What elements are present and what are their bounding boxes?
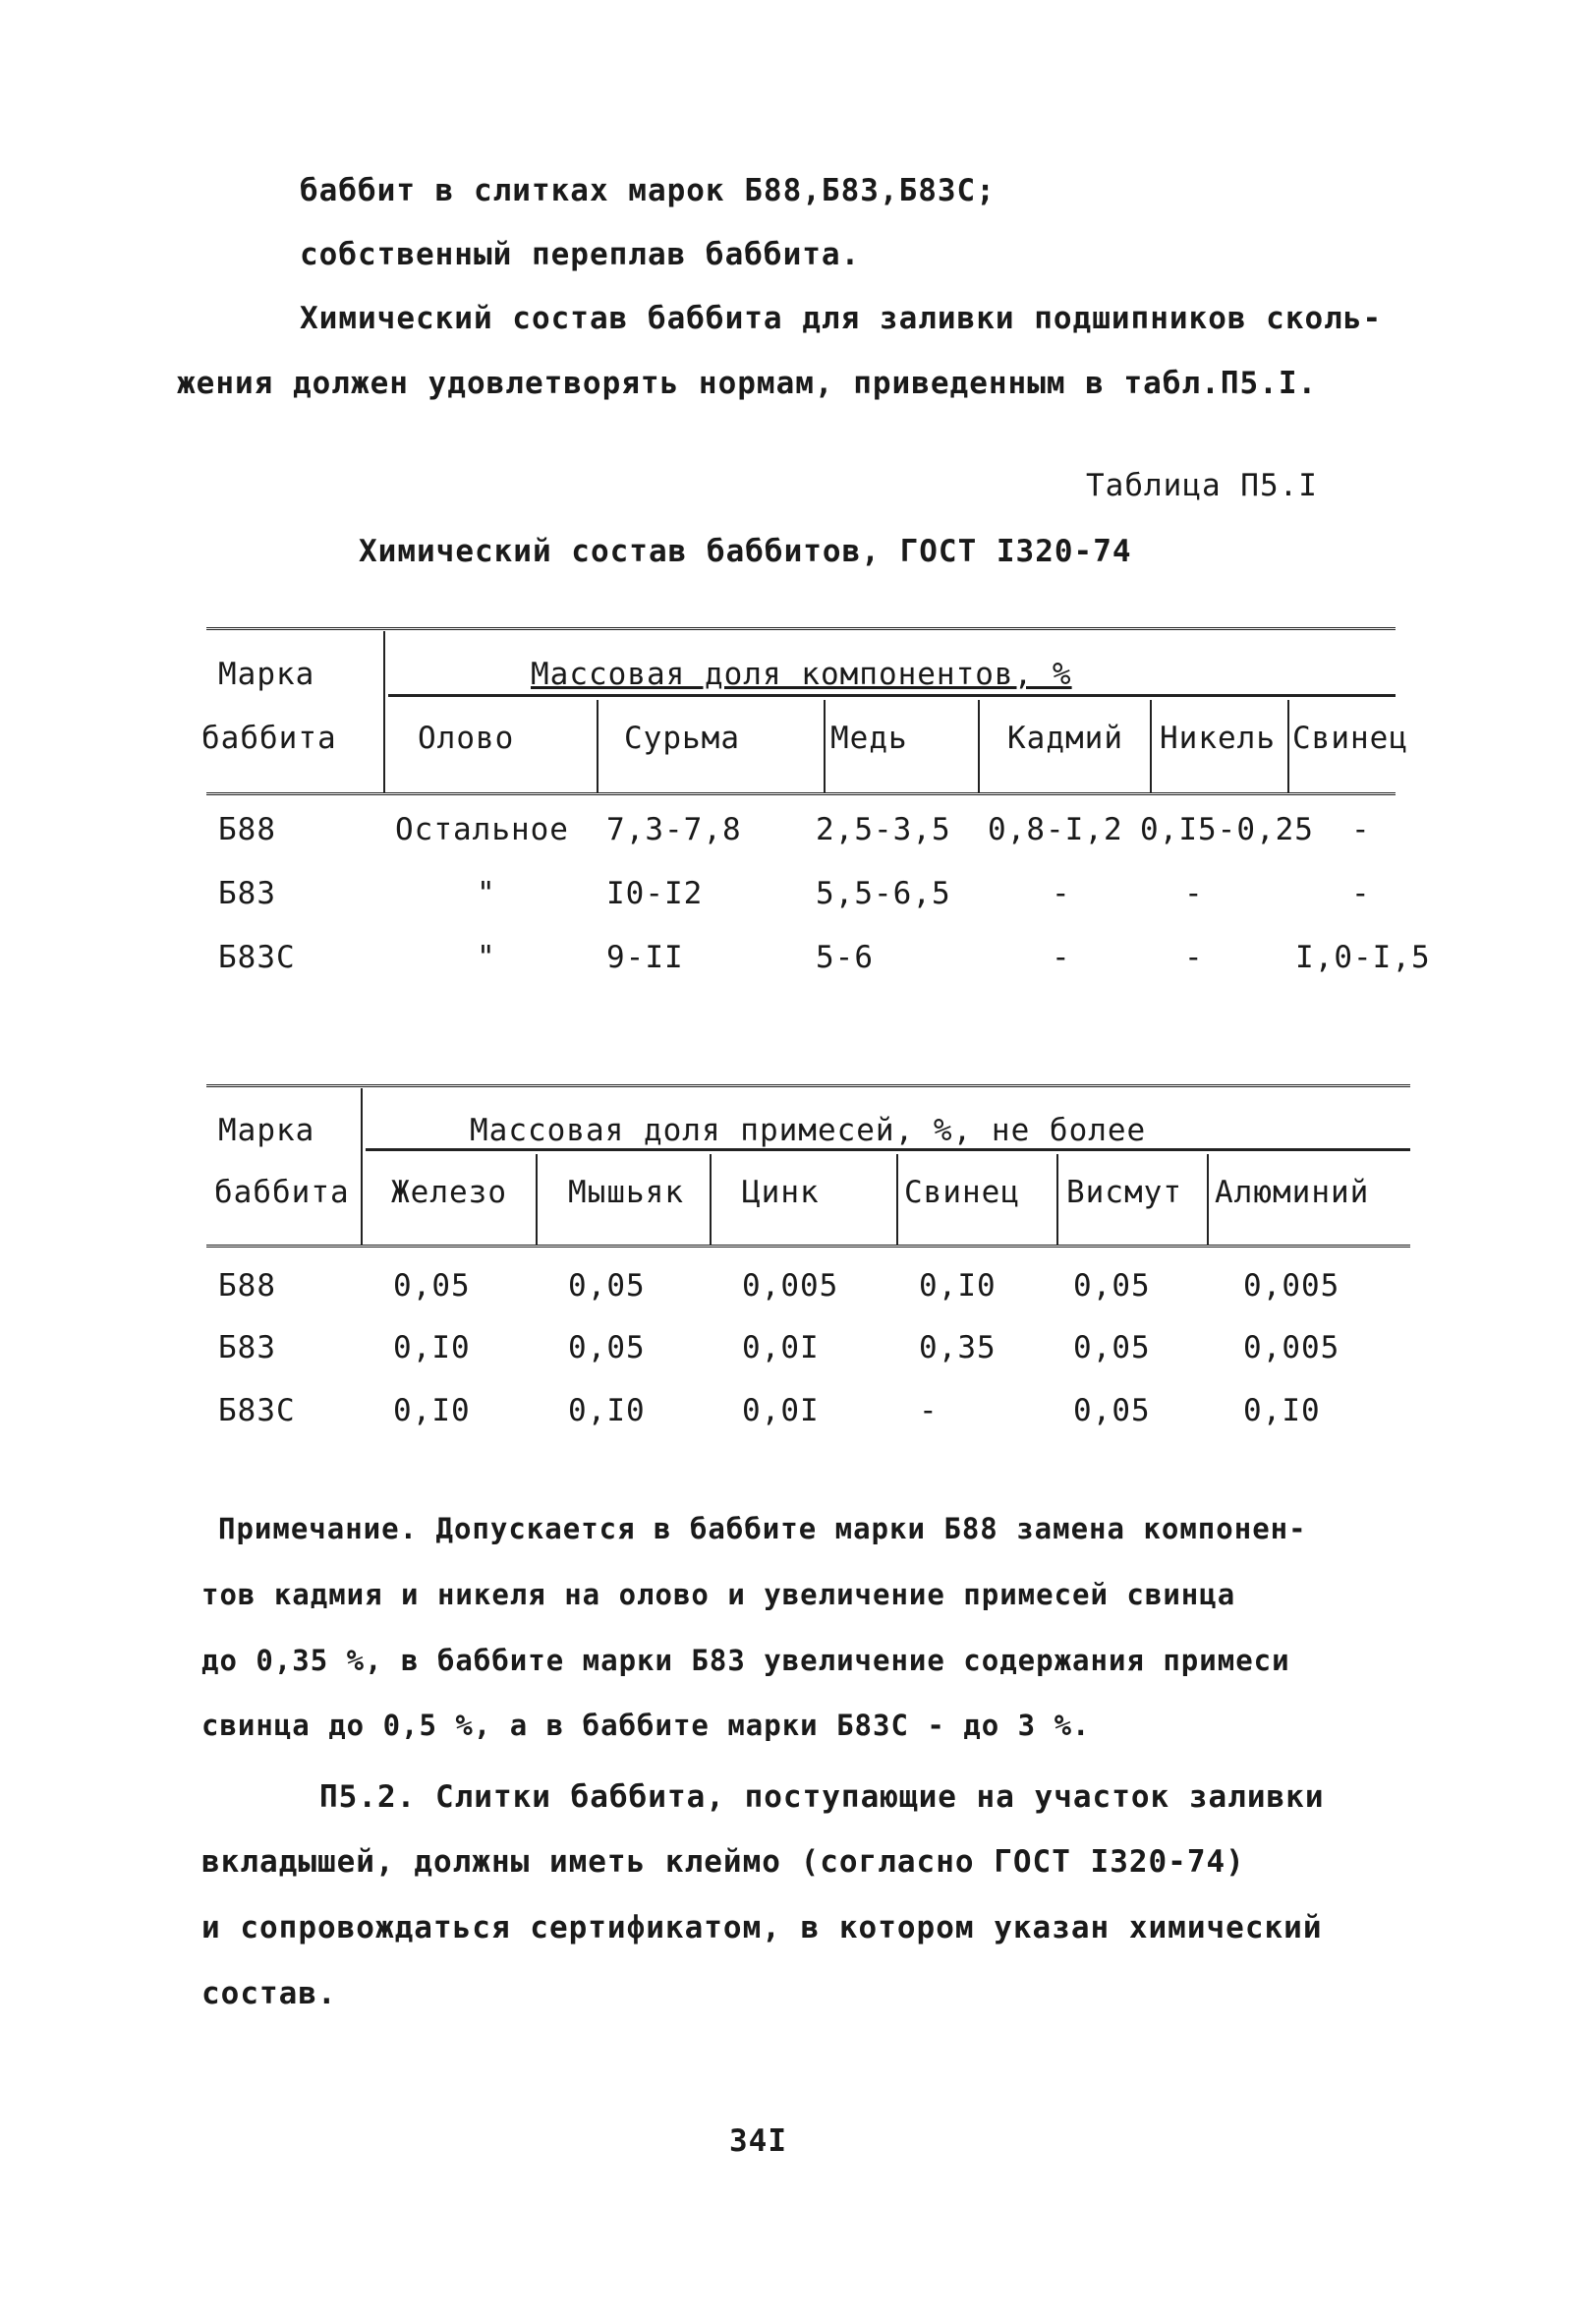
table-cell: - (1184, 876, 1204, 911)
table-cell: Б83С (218, 940, 296, 975)
table2-col-divider (536, 1154, 538, 1246)
table-cell: 0,05 (1073, 1393, 1151, 1428)
table-cell: 0,35 (919, 1330, 997, 1365)
table-cell: 0,005 (742, 1268, 839, 1304)
table-cell: " (477, 940, 496, 975)
table1-header-bottom-rule (206, 792, 1396, 795)
table-cell: 7,3-7,8 (606, 812, 742, 847)
table-cell: - (1052, 876, 1071, 911)
table-cell: I,0-I,5 (1295, 940, 1431, 975)
table2-group-underline (366, 1148, 1410, 1151)
note-line-4: свинца до 0,5 %, а в баббите марки Б83С - до 3 %. (201, 1709, 1091, 1742)
table2-header-bottom-rule (206, 1245, 1410, 1248)
table1-grade-header: баббита (201, 721, 337, 756)
table1-grade-header: Марка (218, 657, 315, 692)
para2-line-3: и сопровождаться сертификатом, в котором указан химический (201, 1910, 1323, 1945)
table1-col-header: Медь (830, 721, 908, 756)
table1-group-header: Массовая доля компонентов, % (531, 657, 1072, 692)
table-cell: 0,005 (1243, 1330, 1340, 1365)
table1-col-header: Свинец (1292, 721, 1408, 756)
body-line-2: собственный переплав баббита. (300, 237, 861, 272)
table-cell: - (1351, 876, 1371, 911)
table2-col-divider (710, 1154, 712, 1246)
table-cell: 0,8-I,2 (988, 812, 1123, 847)
para2-line-1: П5.2. Слитки баббита, поступающие на участок заливки (319, 1779, 1325, 1815)
table-cell: I0-I2 (606, 876, 704, 911)
para2-line-2: вкладышей, должны иметь клеймо (согласно ГОСТ I320-74) (201, 1844, 1245, 1880)
table-cell: 0,005 (1243, 1268, 1340, 1304)
table-cell: 5,5-6,5 (816, 876, 951, 911)
table1-col-divider (1150, 700, 1152, 793)
table-cell: - (1184, 940, 1204, 975)
table2-col-header: Мышьяк (568, 1175, 684, 1210)
table-label: Таблица П5.I (1086, 468, 1318, 503)
table-cell: Б83 (218, 876, 276, 911)
table1-grade-divider (383, 631, 385, 793)
table-cell: Б88 (218, 1268, 276, 1304)
body-line-4: жения должен удовлетворять нормам, приведенным в табл.П5.I. (177, 366, 1318, 401)
table2-group-header: Массовая доля примесей, %, не более (470, 1113, 1147, 1148)
table-cell: 0,05 (393, 1268, 471, 1304)
table2-grade-header: баббита (214, 1175, 350, 1210)
table-cell: Остальное (395, 812, 569, 847)
table-cell: Б88 (218, 812, 276, 847)
table-title: Химический состав баббитов, ГОСТ I320-74 (359, 534, 1132, 569)
table2-col-divider (1207, 1154, 1209, 1246)
table-cell: 9-II (606, 940, 684, 975)
table-cell: 0,I0 (393, 1330, 471, 1365)
table-cell: 0,0I (742, 1393, 820, 1428)
table2-col-header: Цинк (742, 1175, 820, 1210)
page-number: 34I (729, 2123, 787, 2159)
table-cell: 0,I0 (393, 1393, 471, 1428)
table1-col-divider (824, 700, 826, 793)
table-cell: - (1052, 940, 1071, 975)
table1-top-rule (206, 627, 1396, 630)
table-cell: " (477, 876, 496, 911)
table-cell: 5-6 (816, 940, 874, 975)
table1-col-header: Сурьма (624, 721, 740, 756)
table1-col-divider (597, 700, 598, 793)
table2-col-header: Свинец (904, 1175, 1020, 1210)
table1-col-header: Никель (1160, 721, 1276, 756)
table-cell: 0,I0 (1243, 1393, 1321, 1428)
note-line-1: Примечание. Допускается в баббите марки Б88 замена компонен- (218, 1512, 1307, 1545)
table2-top-rule (206, 1084, 1410, 1087)
table-cell: 2,5-3,5 (816, 812, 951, 847)
table2-col-header: Железо (391, 1175, 507, 1210)
body-line-3: Химический состав баббита для заливки подшипников сколь- (300, 301, 1383, 336)
table-cell: 0,05 (568, 1330, 646, 1365)
table1-col-header: Олово (418, 721, 515, 756)
table1-col-divider (1287, 700, 1289, 793)
table2-col-divider (896, 1154, 898, 1246)
table2-grade-header: Марка (218, 1113, 315, 1148)
table-cell: - (919, 1393, 939, 1428)
table-cell: 0,05 (568, 1268, 646, 1304)
table1-group-underline (388, 694, 1396, 697)
table-cell: 0,I0 (919, 1268, 997, 1304)
note-line-2: тов кадмия и никеля на олово и увеличение примесей свинца (201, 1578, 1236, 1611)
table1-col-header: Кадмий (1007, 721, 1123, 756)
note-line-3: до 0,35 %, в баббите марки Б83 увеличение содержания примеси (201, 1644, 1290, 1677)
table1-col-divider (978, 700, 980, 793)
table-cell: 0,I5-0,25 (1140, 812, 1314, 847)
body-line-1: баббит в слитках марок Б88,Б83,Б83С; (300, 173, 996, 208)
table-cell: Б83С (218, 1393, 296, 1428)
table-cell: 0,I0 (568, 1393, 646, 1428)
table2-col-divider (1056, 1154, 1058, 1246)
table-cell: 0,0I (742, 1330, 820, 1365)
table-cell: 0,05 (1073, 1268, 1151, 1304)
para2-line-4: состав. (201, 1976, 337, 2011)
table2-grade-divider (361, 1088, 363, 1246)
table-cell: 0,05 (1073, 1330, 1151, 1365)
table2-col-header: Алюминий (1215, 1175, 1370, 1210)
table2-col-header: Висмут (1066, 1175, 1182, 1210)
table-cell: - (1351, 812, 1371, 847)
table-cell: Б83 (218, 1330, 276, 1365)
